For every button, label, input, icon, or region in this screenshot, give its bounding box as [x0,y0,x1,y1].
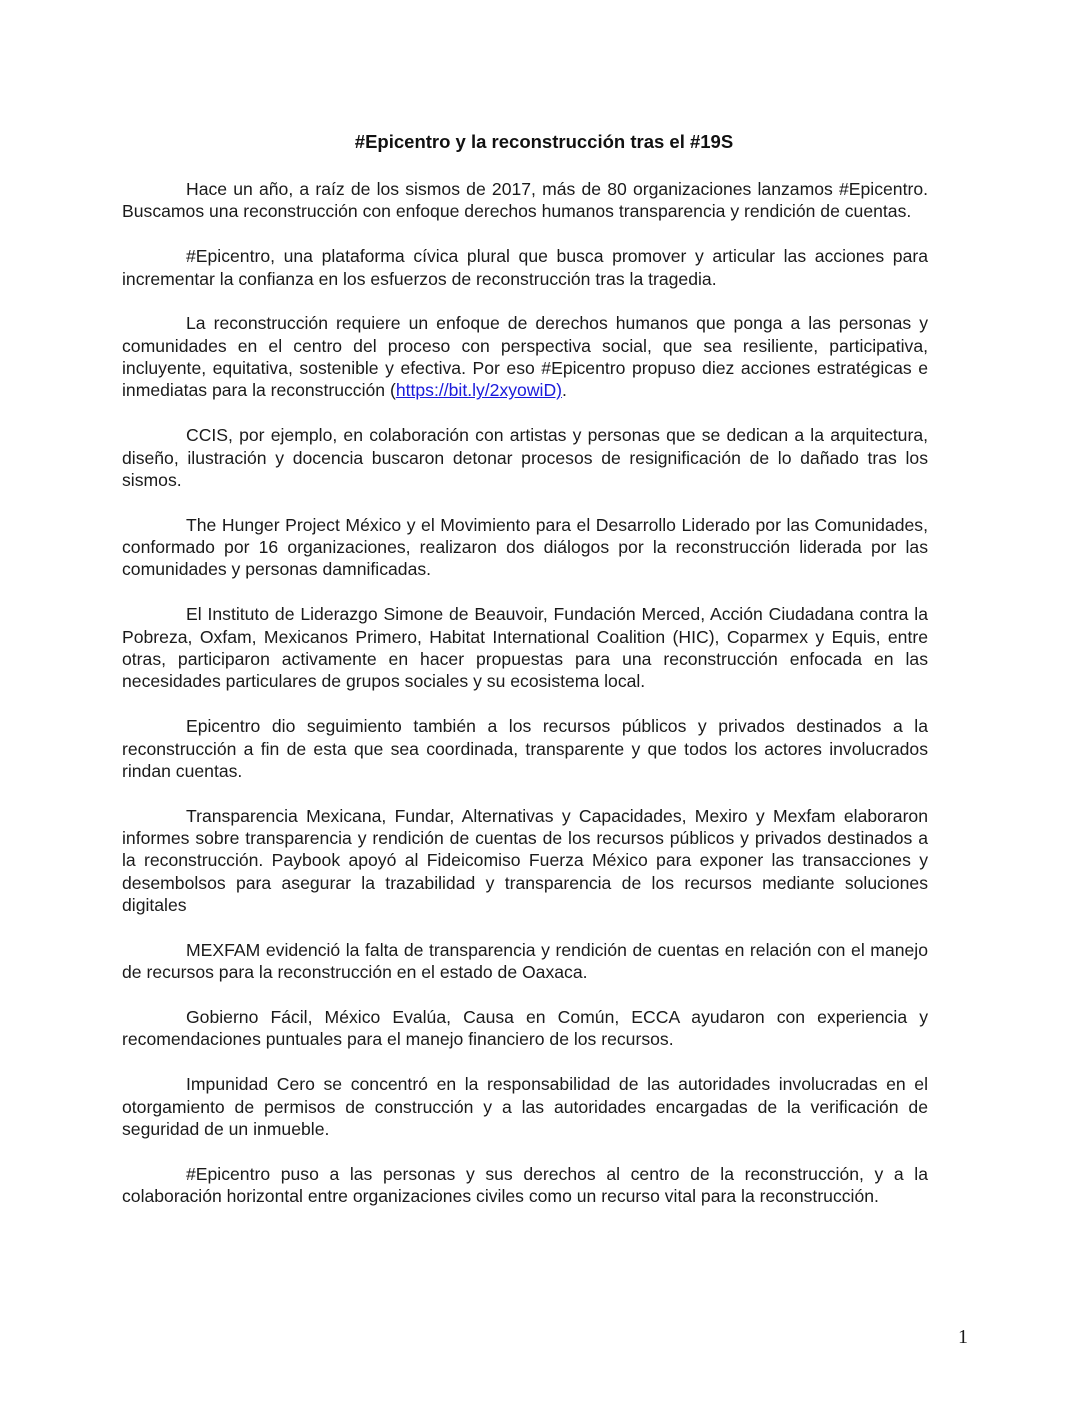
paragraph: #Epicentro, una plataforma cívica plural que busca promover y articular las acciones para incrementar la confianza en los esfuerzos de reconstrucción tras la tragedia. [122,246,928,289]
paragraph: #Epicentro puso a las personas y sus derechos al centro de la reconstrucción, y a la colaboración horizontal entre organizaciones civiles como un recurso vital para la reconstrucción. [122,1163,928,1207]
paragraph-with-link [122,312,928,402]
paragraph: Epicentro dio seguimiento también a los recursos públicos y privados destinados a la reconstrucción a fin de esta que sea coordinada, transparente y que todos los actores involucrados rindan cuentas. [122,716,928,781]
paragraph: MEXFAM evidenció la falta de transparencia y rendición de cuentas en relación con el manejo de recursos para la reconstrucción en el estado de Oaxaca. [122,939,928,983]
bitly-link[interactable]: https://bit.ly/2xyowiD) [395,380,563,401]
paragraph-text: La reconstrucción requiere un enfoque de derechos humanos que ponga a las personas y comunidades en el centro del proceso con perspectiva social, que sea resiliente, participativa, incluyente, equitativa, sostenible y efectiva. Por eso #Epicentro propuso diez acciones estratégicas e inmediatas para la reconstrucción ( [122,313,928,401]
document-body [122,178,928,1207]
paragraph-end-punctuation: . [562,380,567,401]
document-title: #Epicentro y la reconstrucción tras el #19S [354,131,734,152]
paragraph: El Instituto de Liderazgo Simone de Beauvoir, Fundación Merced, Acción Ciudadana contra la Pobreza, Oxfam, Mexicanos Primero, Habitat International Coalition (HIC), Coparmex y Equis, entre otras, participaron activamente en hacer propuestas para una reconstrucción enfocada en las necesidades particulares de grupos sociales y su ecosistema local. [122,604,928,692]
paragraph: Impunidad Cero se concentró en la responsabilidad de las autoridades involucradas en el otorgamiento de permisos de construcción y a las autoridades encargadas de la verificación de seguridad de un inmueble. [122,1074,928,1139]
paragraph: Gobierno Fácil, México Evalúa, Causa en Común, ECCA ayudaron con experiencia y recomendaciones puntuales para el manejo financiero de los recursos. [122,1007,928,1050]
paragraph: Transparencia Mexicana, Fundar, Alternativas y Capacidades, Mexiro y Mexfam elaboraron informes sobre transparencia y rendición de cuentas de los recursos públicos y privados destinados a la reconstrucción. Paybook apoyó al Fideicomiso Fuerza México para exponer las transacciones y desembolsos para asegurar la trazabilidad y transparencia de los recursos mediante soluciones digitales [122,805,928,916]
paragraph: CCIS, por ejemplo, en colaboración con artistas y personas que se dedican a la arquitectura, diseño, ilustración y docencia buscaron detonar procesos de resignificación de lo dañado tras los sismos. [122,425,928,490]
paragraph: Hace un año, a raíz de los sismos de 2017, más de 80 organizaciones lanzamos #Epicentro. Buscamos una reconstrucción con enfoque derechos humanos transparencia y rendición de cuentas. [122,179,928,222]
paragraph: The Hunger Project México y el Movimiento para el Desarrollo Liderado por las Comunidades, conformado por 16 organizaciones, realizaron dos diálogos por la reconstrucción liderada por las comunidades y personas damnificadas. [122,514,928,580]
page-number: 1 [958,1326,968,1348]
